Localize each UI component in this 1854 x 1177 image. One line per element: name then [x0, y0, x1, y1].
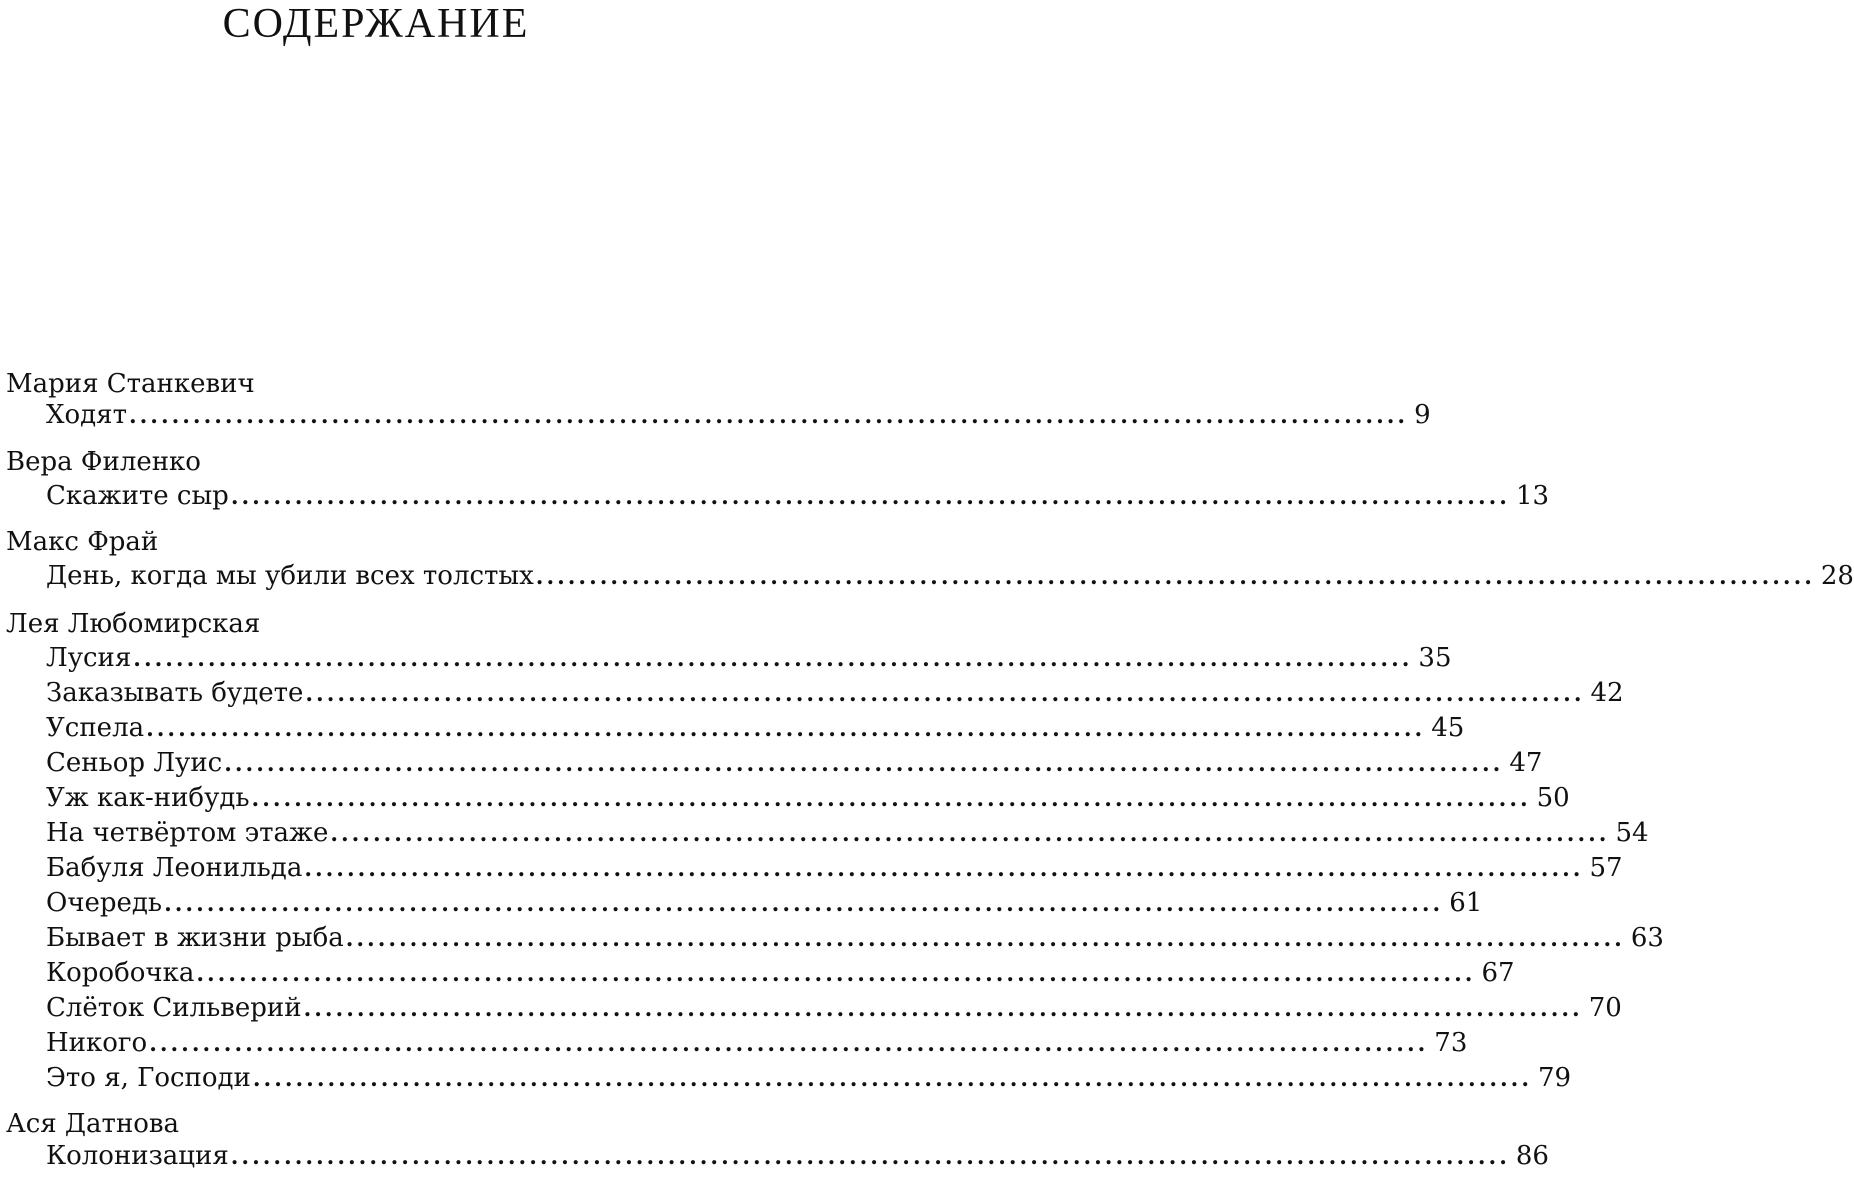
- page-number: 70: [1588, 993, 1622, 1023]
- toc-entry[interactable]: [46, 476, 1550, 516]
- story-title: Скажите сыр: [46, 481, 229, 511]
- dot-leader: ........................................................................................................................: [330, 821, 1610, 847]
- page-number: 9: [1414, 400, 1431, 430]
- dot-leader: ........................................................................................................................: [146, 716, 1426, 742]
- dot-leader: ........................................................................................................................: [149, 1031, 1429, 1057]
- page-number: 42: [1590, 678, 1624, 708]
- page-number: 47: [1509, 748, 1543, 778]
- dot-leader: ........................................................................................................................: [304, 856, 1584, 882]
- toc-entry[interactable]: [46, 743, 1543, 783]
- toc-entry[interactable]: [46, 883, 1483, 923]
- page-number: 28: [1820, 561, 1854, 591]
- page-number: 73: [1434, 1028, 1468, 1058]
- toc-entry[interactable]: [46, 1058, 1572, 1098]
- story-title: Это я, Господи: [46, 1063, 251, 1093]
- author-name: Макс Фрай: [6, 527, 159, 557]
- toc-entry[interactable]: [46, 988, 1622, 1028]
- page-number: 86: [1515, 1141, 1549, 1171]
- toc-entry[interactable]: [46, 848, 1623, 888]
- page-number: 67: [1481, 958, 1515, 988]
- dot-leader: ........................................................................................................................: [230, 484, 1510, 510]
- dot-leader: ........................................................................................................................: [251, 786, 1531, 812]
- story-title: Заказывать будете: [46, 678, 304, 708]
- story-title: Ходят: [46, 400, 127, 430]
- toc-entry[interactable]: [46, 708, 1465, 748]
- story-title: Коробочка: [46, 958, 195, 988]
- story-title: Бабуля Леонильда: [46, 853, 303, 883]
- story-title: Очередь: [46, 888, 163, 918]
- dot-leader: ........................................................................................................................: [252, 1066, 1532, 1092]
- author-name: Ася Датнова: [6, 1109, 180, 1139]
- story-title: Лусия: [46, 643, 132, 673]
- author-name: Вера Филенко: [6, 447, 201, 477]
- dot-leader: ........................................................................................................................: [196, 961, 1476, 987]
- dot-leader: ........................................................................................................................: [303, 996, 1583, 1022]
- author-name: Мария Станкевич: [6, 369, 255, 399]
- dot-leader: ........................................................................................................................: [224, 751, 1504, 777]
- dot-leader: ........................................................................................................................: [305, 681, 1585, 707]
- dot-leader: ........................................................................................................................: [164, 891, 1444, 917]
- story-title: Слёток Сильверий: [46, 993, 302, 1023]
- toc-entry[interactable]: [46, 1023, 1468, 1063]
- toc-entry[interactable]: [46, 953, 1515, 993]
- page-number: 35: [1418, 643, 1452, 673]
- toc-entry[interactable]: [46, 1136, 1549, 1176]
- page-number: 61: [1449, 888, 1483, 918]
- story-title: Колонизация: [46, 1141, 229, 1171]
- toc-entry[interactable]: [46, 673, 1624, 713]
- page-title: СОДЕРЖАНИЕ: [222, 1, 530, 47]
- story-title: Бывает в жизни рыба: [46, 923, 344, 953]
- page-number: 79: [1538, 1063, 1572, 1093]
- story-title: Уж как-нибудь: [46, 783, 250, 813]
- story-title: День, когда мы убили всех толстых: [46, 561, 534, 591]
- toc-entry[interactable]: [46, 813, 1649, 853]
- dot-leader: ........................................................................................................................: [345, 926, 1625, 952]
- toc-entry[interactable]: [46, 918, 1664, 958]
- page-number: 50: [1536, 783, 1570, 813]
- toc-entry[interactable]: [46, 395, 1431, 435]
- dot-leader: ........................................................................................................................: [133, 646, 1413, 672]
- page-number: 54: [1615, 818, 1649, 848]
- page-number: 13: [1515, 481, 1550, 511]
- toc-entry[interactable]: [46, 638, 1452, 678]
- dot-leader: ........................................................................................................................: [128, 403, 1409, 429]
- author-name: Лея Любомирская: [6, 609, 261, 639]
- page-number: 57: [1589, 853, 1623, 883]
- story-title: На четвёртом этаже: [46, 818, 329, 848]
- page-number: 45: [1431, 713, 1465, 743]
- dot-leader: ........................................................................................................................: [230, 1144, 1510, 1170]
- toc-entry[interactable]: [46, 778, 1570, 818]
- story-title: Успела: [46, 713, 145, 743]
- page-number: 63: [1630, 923, 1664, 953]
- toc-entry[interactable]: [46, 556, 1854, 596]
- story-title: Никого: [46, 1028, 148, 1058]
- story-title: Сеньор Луис: [46, 748, 223, 778]
- dot-leader: ........................................................................................................................: [535, 564, 1815, 590]
